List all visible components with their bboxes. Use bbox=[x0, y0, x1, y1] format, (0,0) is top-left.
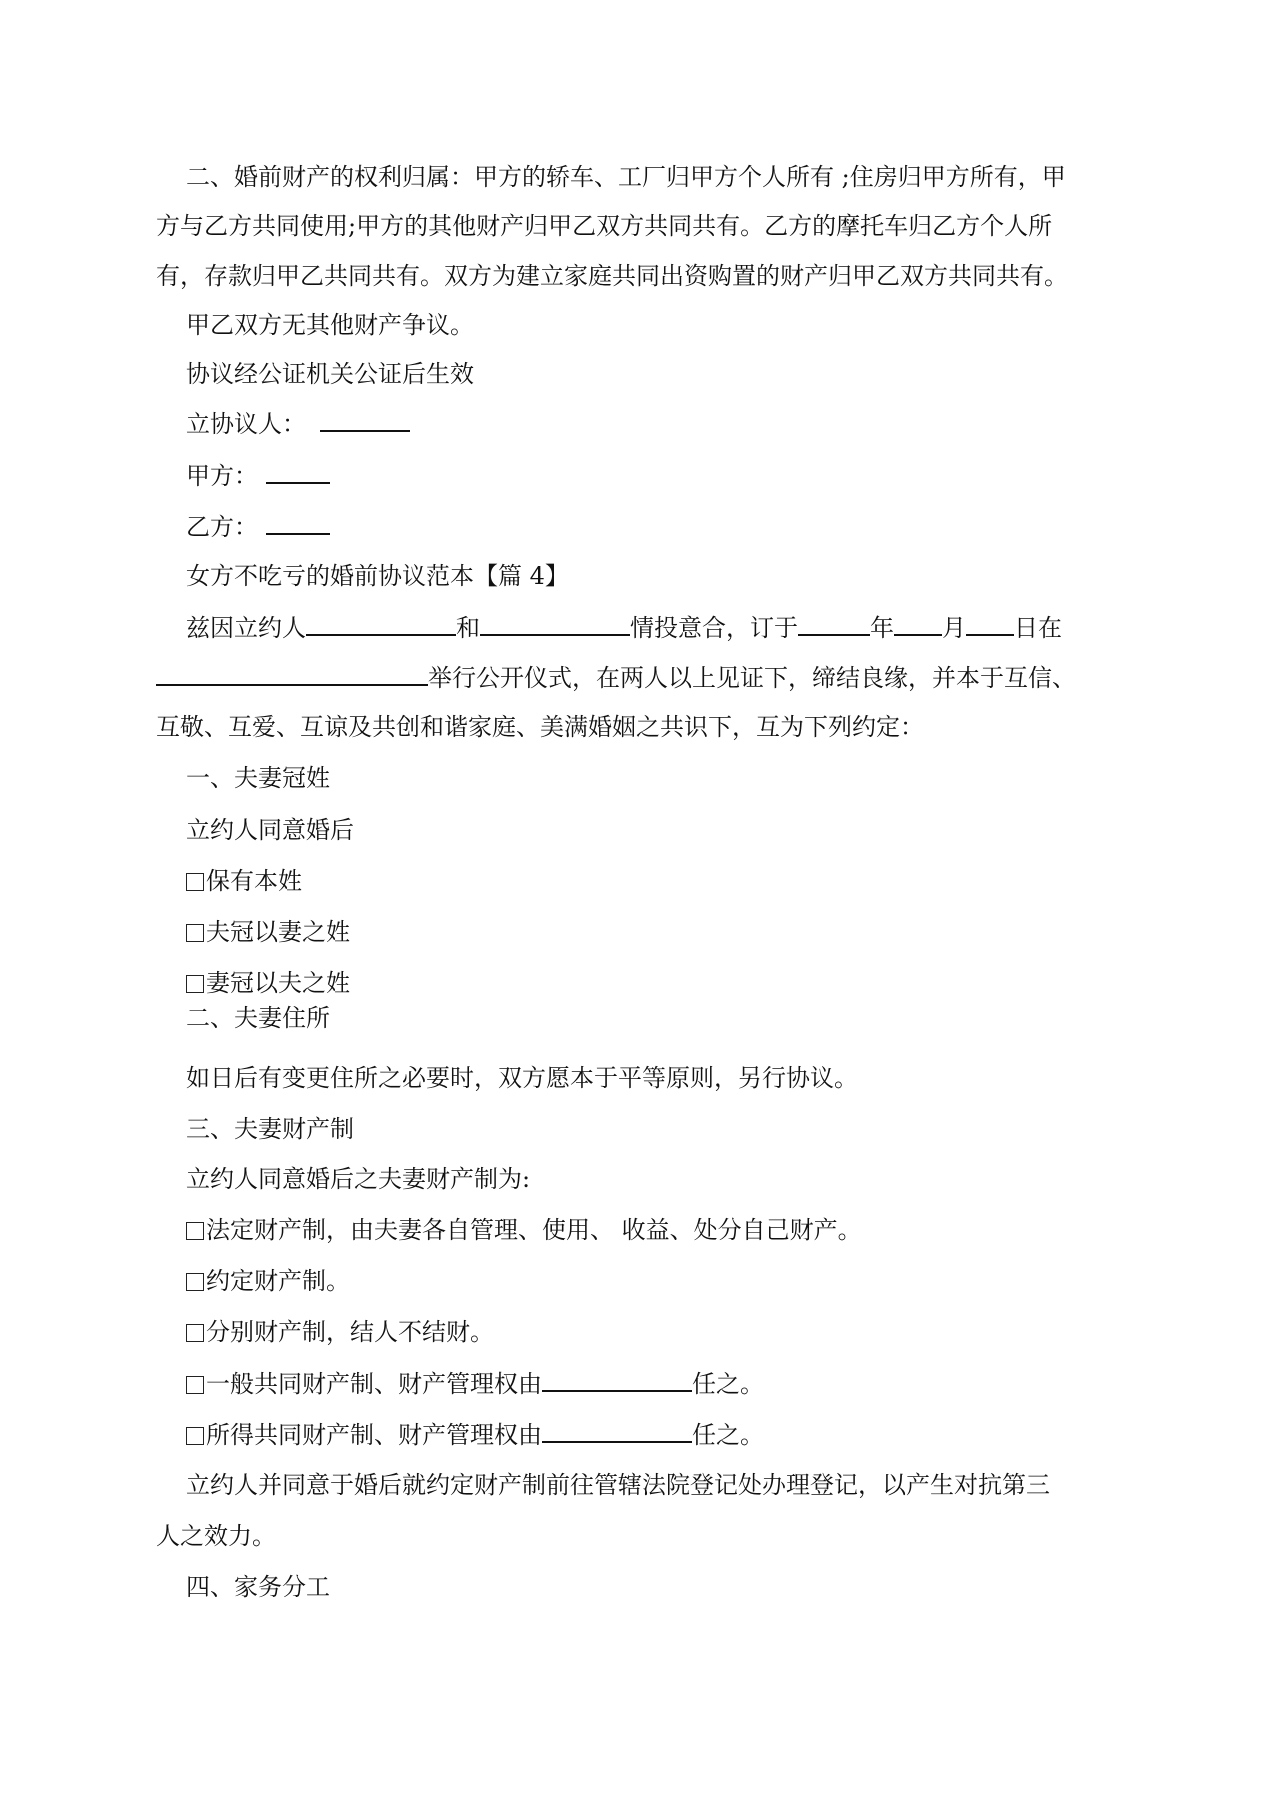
surname-option-2 bbox=[186, 917, 350, 947]
surname-intro: 立约人同意婚后 bbox=[186, 816, 354, 844]
party-a-row bbox=[186, 460, 330, 491]
checkbox[interactable] bbox=[186, 924, 204, 942]
checkbox[interactable] bbox=[186, 1376, 204, 1394]
day-blank[interactable] bbox=[966, 612, 1014, 636]
signer-row bbox=[186, 408, 410, 439]
property-option-label: 约定财产制。 bbox=[206, 1267, 350, 1295]
residence-title: 二、夫妻住所 bbox=[186, 1004, 330, 1032]
manager-blank[interactable] bbox=[542, 1419, 692, 1443]
place-blank[interactable] bbox=[156, 662, 428, 686]
party-b-row bbox=[186, 511, 330, 542]
preamble-line-3: 互敬、互爱、互谅及共创和谐家庭、美满婚姻之共识下，互为下列约定： bbox=[156, 713, 924, 741]
preamble-line-2 bbox=[156, 662, 1076, 693]
property-system-option-5 bbox=[186, 1419, 764, 1450]
section-title: 女方不吃亏的婚前协议范本【篇 4】 bbox=[186, 562, 569, 590]
property-option-label: 所得共同财产制、财产管理权由 bbox=[206, 1421, 542, 1449]
property-system-option-2 bbox=[186, 1266, 350, 1296]
surname-option-label: 妻冠以夫之姓 bbox=[206, 969, 350, 997]
party-a-blank[interactable] bbox=[266, 460, 330, 484]
checkbox[interactable] bbox=[186, 873, 204, 891]
property-system-intro: 立约人同意婚后之夫妻财产制为: bbox=[186, 1165, 531, 1193]
register-line-1: 立约人并同意于婚后就约定财产制前往管辖法院登记处办理登记，以产生对抗第三 bbox=[186, 1471, 1050, 1499]
party-b-label: 乙方： bbox=[186, 513, 258, 541]
signer-blank[interactable] bbox=[320, 408, 410, 432]
property-option-label: 一般共同财产制、财产管理权由 bbox=[206, 1370, 542, 1398]
property-system-title: 三、夫妻财产制 bbox=[186, 1115, 354, 1143]
property-clause-line-1: 二、婚前财产的权利归属：甲方的轿车、工厂归甲方个人所有 ;住房归甲方所有，甲 bbox=[186, 163, 1066, 191]
preamble-month: 月 bbox=[942, 614, 966, 642]
property-system-option-1 bbox=[186, 1215, 862, 1245]
property-option-suffix: 任之。 bbox=[692, 1421, 764, 1449]
surname-option-label: 保有本姓 bbox=[206, 867, 302, 895]
checkbox[interactable] bbox=[186, 1222, 204, 1240]
party-2-blank[interactable] bbox=[480, 612, 630, 636]
property-option-label: 法定财产制，由夫妻各自管理、使用、 收益、处分自己财产。 bbox=[206, 1216, 862, 1244]
property-option-label: 分别财产制，结人不结财。 bbox=[206, 1318, 494, 1346]
preamble-day: 日在 bbox=[1014, 614, 1062, 642]
register-line-2: 人之效力。 bbox=[156, 1522, 276, 1550]
surname-option-label: 夫冠以妻之姓 bbox=[206, 918, 350, 946]
effective-text: 协议经公证机关公证后生效 bbox=[186, 360, 474, 388]
manager-blank[interactable] bbox=[542, 1368, 692, 1392]
property-system-option-4 bbox=[186, 1368, 764, 1399]
preamble-part-7: 举行公开仪式，在两人以上见证下，缔结良缘，并本于互信、 bbox=[428, 664, 1076, 692]
checkbox[interactable] bbox=[186, 1324, 204, 1342]
residence-text: 如日后有变更住所之必要时，双方愿本于平等原则，另行协议。 bbox=[186, 1064, 858, 1092]
preamble-part-3: 情投意合，订于 bbox=[630, 614, 798, 642]
surname-option-1 bbox=[186, 866, 302, 896]
year-blank[interactable] bbox=[798, 612, 870, 636]
property-clause-line-2: 方与乙方共同使用;甲方的其他财产归甲乙双方共同共有。乙方的摩托车归乙方个人所 bbox=[156, 212, 1053, 240]
no-dispute-text: 甲乙双方无其他财产争议。 bbox=[186, 311, 474, 339]
checkbox[interactable] bbox=[186, 1427, 204, 1445]
property-system-option-3 bbox=[186, 1317, 494, 1347]
party-b-blank[interactable] bbox=[266, 511, 330, 535]
preamble-year: 年 bbox=[870, 614, 894, 642]
preamble-part-1: 兹因立约人 bbox=[186, 614, 306, 642]
property-option-suffix: 任之。 bbox=[692, 1370, 764, 1398]
property-clause-line-3: 有，存款归甲乙共同共有。双方为建立家庭共同出资购置的财产归甲乙双方共同共有。 bbox=[156, 262, 1068, 290]
month-blank[interactable] bbox=[894, 612, 942, 636]
preamble-line-1 bbox=[186, 612, 1062, 643]
party-a-label: 甲方： bbox=[186, 462, 258, 490]
surname-title: 一、夫妻冠姓 bbox=[186, 764, 330, 792]
checkbox[interactable] bbox=[186, 975, 204, 993]
checkbox[interactable] bbox=[186, 1273, 204, 1291]
surname-option-3 bbox=[186, 968, 350, 998]
party-1-blank[interactable] bbox=[306, 612, 456, 636]
preamble-part-2: 和 bbox=[456, 614, 480, 642]
signer-label: 立协议人： bbox=[186, 410, 306, 438]
housework-title: 四、家务分工 bbox=[186, 1573, 330, 1601]
